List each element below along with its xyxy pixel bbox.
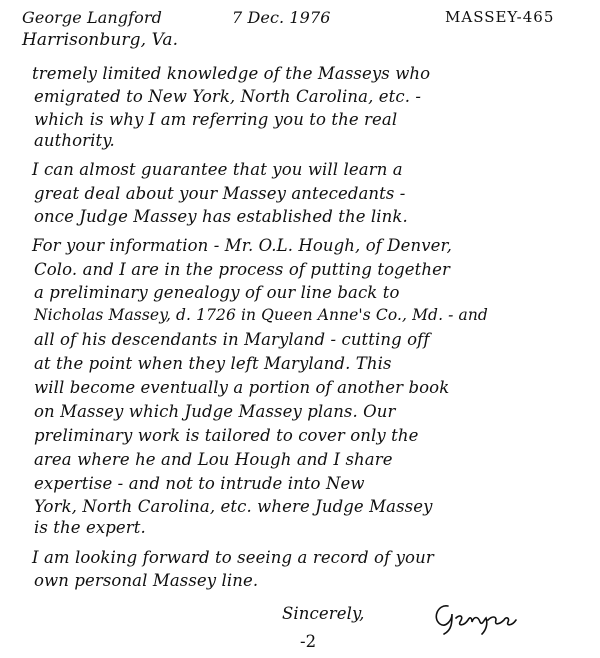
sender-place: Harrisonburg, Va. [22,30,179,50]
body-line: which is why I am referring you to the real [34,110,398,129]
body-line: expertise - and not to intrude into New [34,474,365,493]
body-line: on Massey which Judge Massey plans. Our [34,402,396,421]
body-line: great deal about your Massey antecedants - [34,184,406,203]
closing-salutation: Sincerely, [282,604,365,623]
reference-code: MASSEY-465 [445,8,555,26]
body-line: a preliminary genealogy of our line back to [34,283,400,302]
body-line: authority. [34,131,115,150]
handwritten-signature [430,598,520,638]
body-line: is the expert. [34,518,146,537]
body-line: own personal Massey line. [34,571,259,590]
body-line: area where he and Lou Hough and I share [34,450,393,469]
body-line: preliminary work is tailored to cover only the [34,426,419,445]
page-number: -2 [300,632,317,651]
body-line: I am looking forward to seeing a record of your [32,548,434,567]
body-line: York, North Carolina, etc. where Judge Massey [34,497,433,516]
body-line: tremely limited knowledge of the Masseys who [32,64,431,83]
body-line: will become eventually a portion of another book [34,378,450,397]
sender-name: George Langford [22,8,162,27]
body-line: once Judge Massey has established the link. [34,207,408,226]
body-line: Colo. and I are in the process of putting together [34,260,450,279]
body-line: at the point when they left Maryland. This [34,354,392,373]
body-line: all of his descendants in Maryland - cutting off [34,330,430,349]
body-line: Nicholas Massey, d. 1726 in Queen Anne's Co., Md. - and [34,306,488,324]
body-line: I can almost guarantee that you will learn a [32,160,403,179]
body-line: emigrated to New York, North Carolina, etc. - [34,87,422,106]
body-line: For your information - Mr. O.L. Hough, of Denver, [32,236,453,255]
letter-date: 7 Dec. 1976 [232,8,331,27]
